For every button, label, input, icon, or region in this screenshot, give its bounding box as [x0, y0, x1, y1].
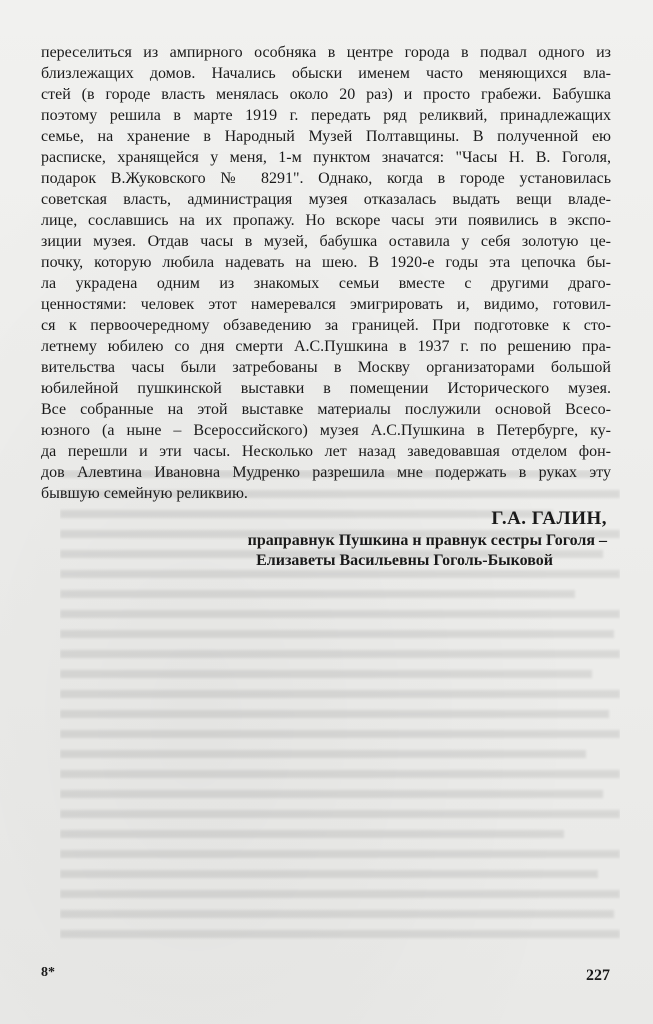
text-line: юзного (а ныне – Всероссийского) музея А.С.Пушкина в Петербурге, ку-	[41, 422, 611, 439]
text-line: юбилейной пушкинской выставки в помещении Исторического музея.	[41, 380, 611, 397]
author-name: Г.А. ГАЛИН,	[491, 508, 607, 529]
text-line: вительства часы были затребованы в Москву организаторами большой	[41, 359, 611, 376]
text-line: дов Алевтина Ивановна Мудренко разрешила мне подержать в руках эту	[41, 464, 611, 481]
author-relation-line-1: праправнук Пушкина н правнук сестры Гоголя –	[247, 532, 607, 549]
text-line: переселиться из ампирного особняка в центре города в подвал одного из	[41, 44, 611, 61]
page-number: 227	[586, 967, 610, 984]
text-line: да перешли и эти часы. Несколько лет назад заведовавшая отделом фон-	[41, 443, 611, 460]
text-line: ла украдена одним из знакомых семьи вместе с другими драго-	[41, 275, 611, 292]
text-line: лице, сославшись на их пропажу. Но вскоре часы эти появились в экспо-	[41, 212, 611, 229]
author-signature	[248, 507, 607, 571]
text-line: Все собранные на этой выставке материалы послужили основой Всесо-	[41, 401, 611, 418]
text-line-last: бывшую семейную реликвию.	[41, 485, 248, 502]
text-line: расписке, хранящейся у меня, 1-м пунктом значатся: "Часы Н. В. Гоголя,	[41, 149, 611, 166]
text-line: стей (в городе власть менялась около 20 раз) и просто грабежи. Бабушка	[41, 86, 611, 103]
text-line: зиции музея. Отдав часы в музей, бабушка оставила у себя золотую це-	[41, 233, 611, 250]
body-paragraph	[41, 42, 611, 504]
text-line: поэтому решила в марте 1919 г. передать ряд реликвий, принадлежащих	[41, 107, 611, 124]
text-line: советская власть, администрация музея отказалась выдать вещи владе-	[41, 191, 611, 208]
text-line: семье, на хранение в Народный Музей Полтавщины. В полученной ею	[41, 128, 611, 145]
text-line: подарок В.Жуковского № 8291". Однако, когда в городе установилась	[41, 170, 611, 187]
text-line: близлежащих домов. Начались обыски именем часто меняющихся вла-	[41, 65, 611, 82]
author-relation-line-2: Елизаветы Васильевны Гоголь-Быковой	[256, 552, 553, 569]
text-line: летнему юбилею со дня смерти А.С.Пушкина в 1937 г. по решению пра-	[41, 338, 611, 355]
signature-mark: 8*	[41, 965, 55, 980]
text-line: ценностями: человек этот намеревался эмигрировать и, видимо, готовил-	[41, 296, 611, 313]
text-line: почку, которую любила надевать на шею. В 1920-е годы эта цепочка бы-	[41, 254, 611, 271]
text-line: ся к первоочередному обзаведению за границей. При подготовке к сто-	[41, 317, 611, 334]
